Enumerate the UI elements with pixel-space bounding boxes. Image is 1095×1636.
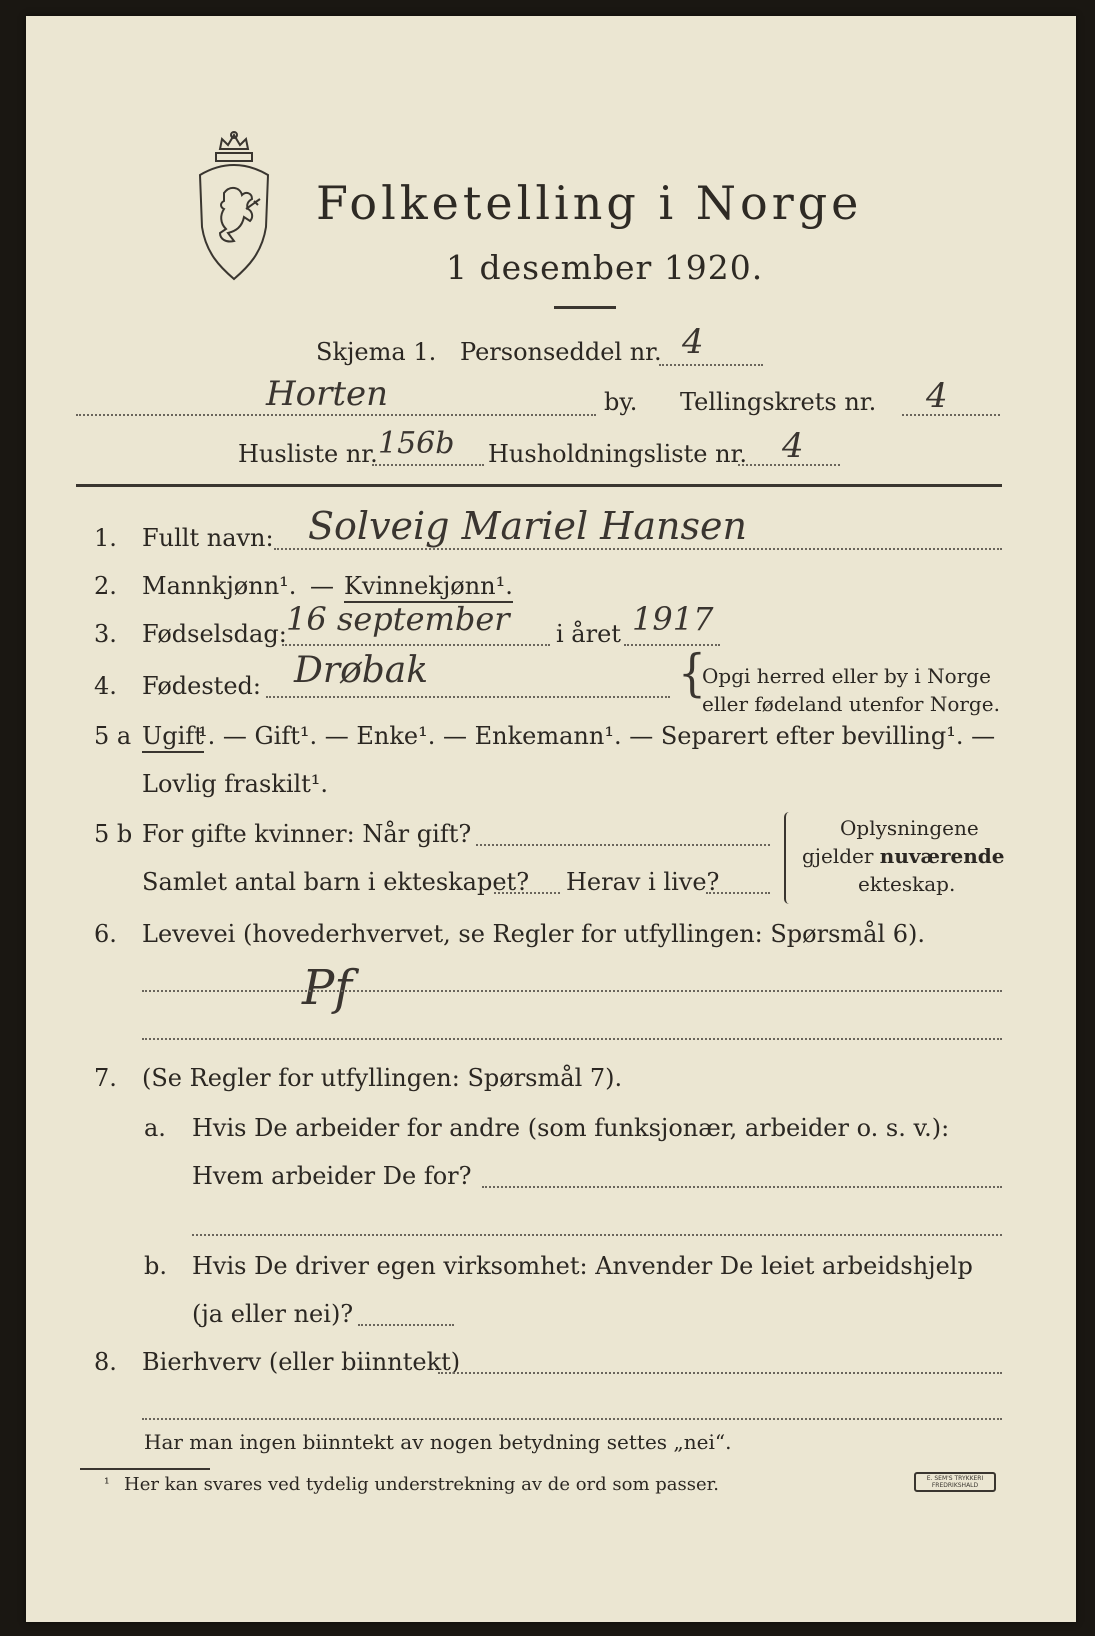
- tellingskrets-line: [902, 414, 1000, 416]
- q5b-number: 5 b: [94, 820, 133, 848]
- q8-line1: [438, 1372, 1002, 1374]
- q5b-line1: For gifte kvinner: Når gift?: [142, 820, 472, 848]
- q7a-text: Hvis De arbeider for andre (som funksjonær, arbeider o. s. v.):: [192, 1114, 950, 1142]
- nei-note: Har man ingen biinntekt av nogen betydning settes „nei“.: [144, 1430, 732, 1454]
- q5b-note-line1: Oplysningene: [840, 816, 979, 840]
- personseddel-label: Personseddel nr.: [460, 338, 662, 366]
- q6-line2: [142, 1038, 1002, 1040]
- q5b-children-line: [494, 892, 560, 894]
- birthday-value: 16 september: [286, 600, 510, 638]
- by-value: Horten: [266, 374, 389, 414]
- q3-label: Fødselsdag:: [142, 620, 287, 648]
- husliste-line: [372, 464, 484, 466]
- husholdningsliste-label: Husholdningsliste nr.: [488, 440, 747, 468]
- q3-year-label: i året: [556, 620, 621, 648]
- q4-note-line2: eller fødeland utenfor Norge.: [702, 692, 1000, 716]
- footnote-divider: [80, 1468, 210, 1470]
- q2-dash: —: [310, 572, 334, 600]
- q5b-married-line: [476, 844, 770, 846]
- q4-note-line1: Opgi herred eller by i Norge: [702, 664, 991, 688]
- q8-line2: [142, 1418, 1002, 1420]
- occupation-value: Pf: [302, 960, 353, 1016]
- q7a-letter: a.: [144, 1114, 166, 1142]
- q2-number: 2.: [94, 572, 117, 600]
- q7a-line2: [192, 1234, 1002, 1236]
- q5b-note-gjelder: gjelder: [802, 844, 880, 868]
- census-date: 1 desember 1920.: [446, 248, 764, 287]
- q7b-text: Hvis De driver egen virksomhet: Anvender De leiet arbeidshjelp: [192, 1252, 973, 1280]
- coat-of-arms-icon: [194, 131, 274, 283]
- q5a-ugift-underlined: Ugift: [142, 722, 204, 753]
- form-title: Folketelling i Norge: [316, 176, 863, 230]
- printer-stamp-line1: E. SEM'S TRYKKERI: [926, 1475, 984, 1482]
- q7-label: (Se Regler for utfyllingen: Spørsmål 7).: [142, 1064, 623, 1092]
- q7-number: 7.: [94, 1064, 117, 1092]
- printer-stamp-line2: FREDRIKSHALD: [931, 1482, 979, 1489]
- q5b-note-line2: [802, 844, 1005, 868]
- census-form-page: [26, 16, 1076, 1622]
- q4-brace: {: [678, 644, 706, 703]
- birth-year-value: 1917: [632, 600, 714, 638]
- q2-female-underlined: Kvinnekjønn¹.: [344, 572, 513, 603]
- footnote-mark: ¹: [104, 1476, 110, 1492]
- q6-label: Levevei (hovederhvervet, se Regler for utfyllingen: Spørsmål 6).: [142, 920, 926, 948]
- tellingskrets-value: 4: [926, 376, 948, 416]
- section-divider: [76, 484, 1002, 487]
- by-label: by.: [604, 388, 638, 416]
- q4-line: [266, 696, 670, 698]
- tellingskrets-label: Tellingskrets nr.: [680, 388, 877, 416]
- q1-number: 1.: [94, 524, 117, 552]
- q4-number: 4.: [94, 672, 117, 700]
- q5a-number: 5 a: [94, 722, 132, 750]
- q1-label: Fullt navn:: [142, 524, 274, 552]
- q3-birthday-line: [282, 644, 550, 646]
- q5b-children-label: Samlet antal barn i ekteskapet?: [142, 868, 530, 896]
- q5b-bracket: [784, 812, 789, 904]
- q5b-alive-label: Herav i live?: [566, 868, 720, 896]
- q5b-note-line3: ekteskap.: [858, 872, 956, 896]
- q8-number: 8.: [94, 1348, 117, 1376]
- skjema-label: Skjema 1.: [316, 338, 437, 366]
- q7a-line1: [482, 1186, 1002, 1188]
- personseddel-value: 4: [682, 322, 704, 362]
- q7b-question: (ja eller nei)?: [192, 1300, 354, 1328]
- q2-male: Mannkjønn¹.: [142, 572, 297, 600]
- q5a-options: ¹. — Gift¹. — Enke¹. — Enkemann¹. — Separert efter bevilling¹. —: [198, 722, 996, 750]
- q5a-line2: Lovlig fraskilt¹.: [142, 770, 329, 798]
- footnote-text: Her kan svares ved tydelig understrekning av de ord som passer.: [124, 1474, 719, 1495]
- q4-label: Fødested:: [142, 672, 261, 700]
- q6-line1: [142, 990, 1002, 992]
- personseddel-line: [659, 364, 763, 366]
- birthplace-value: Drøbak: [294, 650, 429, 691]
- q7b-line: [358, 1324, 454, 1326]
- by-line: [76, 414, 596, 416]
- q8-label: Bierhverv (eller biinntekt): [142, 1348, 461, 1376]
- q7b-letter: b.: [144, 1252, 167, 1280]
- q5b-note-current: nuværende: [879, 844, 1005, 868]
- husholdningsliste-value: 4: [782, 426, 804, 466]
- q1-line: [274, 548, 1002, 550]
- husliste-label: Husliste nr.: [238, 440, 378, 468]
- q3-number: 3.: [94, 620, 117, 648]
- full-name-value: Solveig Mariel Hansen: [308, 504, 747, 548]
- q5b-alive-line: [706, 892, 770, 894]
- q7a-question: Hvem arbeider De for?: [192, 1162, 472, 1190]
- printer-stamp: [914, 1472, 996, 1492]
- title-divider: [554, 306, 616, 309]
- q6-number: 6.: [94, 920, 117, 948]
- husliste-value: 156b: [378, 426, 455, 461]
